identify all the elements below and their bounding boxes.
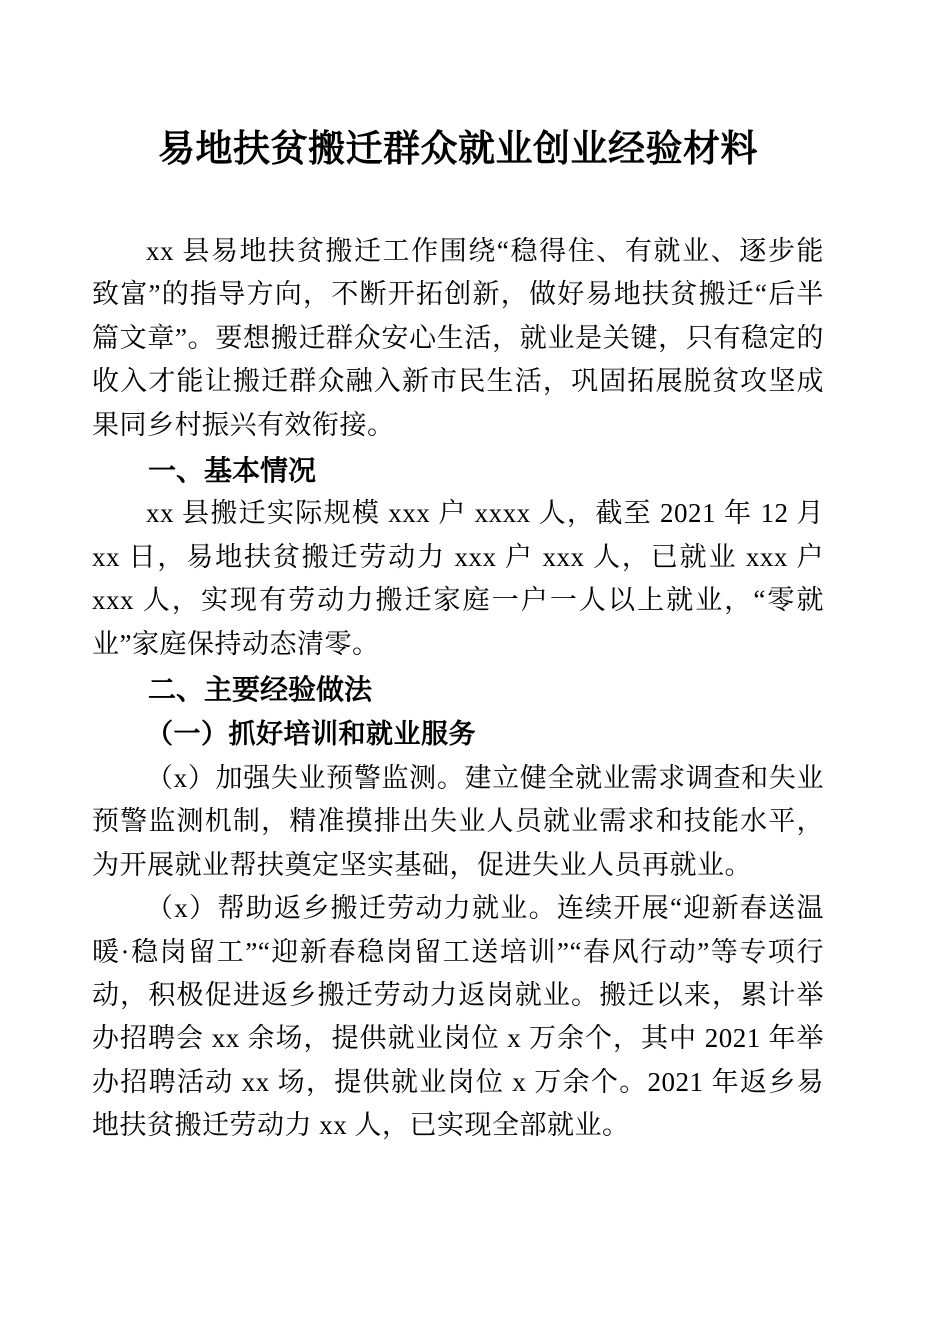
basic-situation-paragraph: xx 县搬迁实际规模 xxx 户 xxxx 人，截至 2021 年 12 月 xx 日，易地扶贫搬迁劳动力 xxx 户 xxx 人，已就业 xxx 户 xxx 人，实现有劳动力搬迁家庭一户一人以上就业，“零就业”家庭保持动态清零。: [92, 498, 824, 659]
section-heading-basic-situation: 一、基本情况: [148, 455, 317, 487]
document-title: 易地扶贫搬迁群众就业创业经验材料: [158, 129, 758, 170]
subsection-heading-training-employment: （一）抓好培训和就业服务: [146, 719, 476, 750]
section-heading-main-experience: 二、主要经验做法: [148, 674, 373, 706]
paragraph-returnee-employment: （x）帮助返乡搬迁劳动力就业。连续开展“迎新春送温暖·稳岗留工”“迎新春稳岗留工送培训”“春风行动”等专项行动，积极促进返乡搬迁劳动力返岗就业。搬迁以来，累计举办招聘会 xx 余场，提供就业岗位 x 万余个，其中 2021 年举办招聘活动 xx 场，提供就业岗位 x 万余个。2021 年返乡易地扶贫搬迁劳动力 xx 人，已实现全部就业。: [92, 893, 824, 1141]
intro-paragraph: xx 县易地扶贫搬迁工作围绕“稳得住、有就业、逐步能致富”的指导方向，不断开拓创新，做好易地扶贫搬迁“后半篇文章”。要想搬迁群众安心生活，就业是关键，只有稳定的收入才能让搬迁群众融入新市民生活，巩固拓展脱贫攻坚成果同乡村振兴有效衔接。: [92, 236, 824, 440]
paragraph-unemployment-warning: （x）加强失业预警监测。建立健全就业需求调查和失业预警监测机制，精准摸排出失业人员就业需求和技能水平，为开展就业帮扶奠定坚实基础，促进失业人员再就业。: [92, 762, 824, 880]
